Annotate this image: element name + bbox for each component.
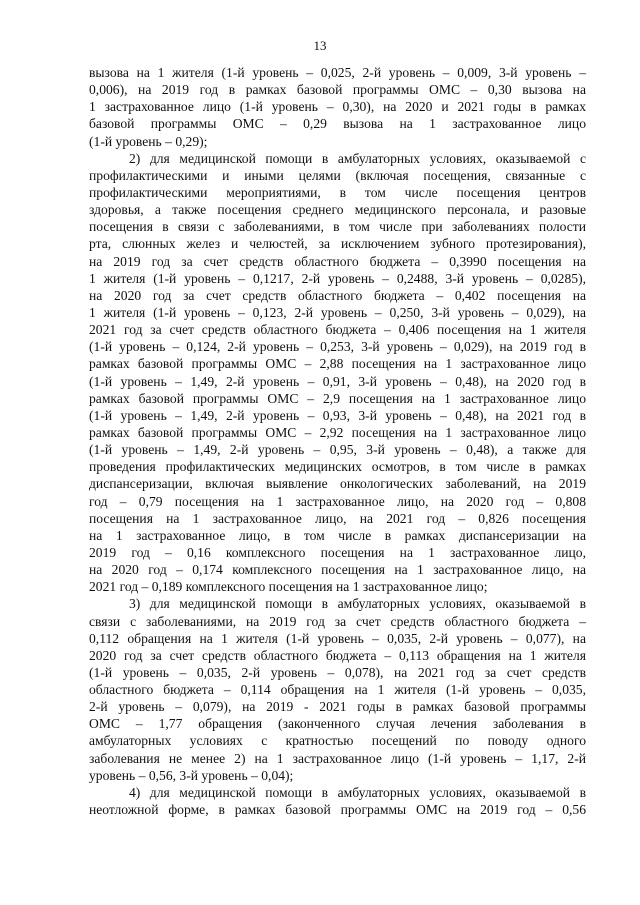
- text-line: рта, слюнных желез и челюстей, за исключением зубного протезирования),: [89, 236, 586, 252]
- text-line: посещения в связи с заболеваниями, в том числе при заболеваниях полости: [89, 219, 586, 235]
- text-line: год – 0,79 посещения на 1 застрахованное лицо, на 2020 год – 0,808: [89, 493, 586, 509]
- text-line: (1-й уровень – 0,29);: [89, 133, 208, 149]
- text-line: (1-й уровень – 1,49, 2-й уровень – 0,95, 3-й уровень – 0,48), а также для: [89, 442, 586, 458]
- page-number: 13: [313, 38, 327, 53]
- text-line: на 2020 год за счет средств областного бюджета – 0,402 посещения на: [89, 287, 586, 303]
- text-line: ОМС – 1,77 обращения (законченного случая лечения заболевания в: [89, 716, 586, 732]
- text-line: на 2020 год – 0,174 комплексного посещения на 1 застрахованное лицо, на: [89, 562, 586, 578]
- text-line: проведения профилактических медицинских осмотров, в том числе в рамках: [89, 459, 586, 475]
- text-line: заболевания не менее 2) на 1 застрахованное лицо (1-й уровень – 1,17, 2-й: [89, 750, 586, 766]
- document-body-text: [89, 64, 586, 818]
- text-line: 0,112 обращения на 1 жителя (1-й уровень – 0,035, 2-й уровень – 0,077), на: [89, 630, 586, 646]
- text-line: 2021 год – 0,189 комплексного посещения на 1 застрахованное лицо;: [89, 579, 488, 595]
- text-line: профилактическими и иными целями (включая посещения, связанные с: [89, 167, 586, 183]
- text-line: (1-й уровень – 1,49, 2-й уровень – 0,93, 3-й уровень – 0,48), на 2021 год в: [89, 407, 586, 423]
- text-line: 4) для медицинской помощи в амбулаторных условиях, оказываемой в: [129, 784, 586, 800]
- text-line: 2-й уровень – 0,079), на 2019 - 2021 годы в рамках базовой программы: [89, 699, 586, 715]
- text-line: уровень – 0,56, 3-й уровень – 0,04);: [89, 767, 294, 783]
- text-line: 2019 год – 0,16 комплексного посещения на 1 застрахованное лицо,: [89, 544, 586, 560]
- text-line: 2021 год за счет средств областного бюджета – 0,406 посещения на 1 жителя: [89, 322, 586, 338]
- text-line: диспансеризации, включая выявление онкологических заболеваний, на 2019: [89, 476, 586, 492]
- text-line: 0,006), на 2019 год в рамках базовой программы ОМС – 0,30 вызова на: [89, 82, 586, 98]
- text-line: 2) для медицинской помощи в амбулаторных условиях, оказываемой с: [129, 150, 586, 166]
- text-line: (1-й уровень – 0,035, 2-й уровень – 0,078), на 2021 год за счет средств: [89, 664, 586, 680]
- text-line: профилактическими мероприятиями, в том числе посещения центров: [89, 184, 586, 200]
- text-line: неотложной форме, в рамках базовой программы ОМС на 2019 год – 0,56: [89, 802, 586, 818]
- text-line: (1-й уровень – 1,49, 2-й уровень – 0,91, 3-й уровень – 0,48), на 2020 год в: [89, 373, 586, 389]
- text-line: базовой программы ОМС – 0,29 вызова на 1 застрахованное лицо: [89, 116, 586, 132]
- text-line: вызова на 1 жителя (1-й уровень – 0,025, 2-й уровень – 0,009, 3-й уровень –: [89, 65, 586, 80]
- text-line: 2020 год за счет средств областного бюджета – 0,113 обращения на 1 жителя: [89, 647, 586, 663]
- text-line: связи с заболеваниями, на 2019 год за счет средств областного бюджета –: [89, 613, 586, 629]
- text-line: на 2019 год за счет средств областного бюджета – 0,3990 посещения на: [89, 253, 586, 269]
- text-line: на 1 застрахованное лицо, в том числе в рамках диспансеризации на: [89, 527, 586, 543]
- text-line: рамках базовой программы ОМС – 2,88 посещения на 1 застрахованное лицо: [89, 356, 586, 372]
- text-line: здоровья, а также посещения среднего медицинского персонала, и разовые: [89, 202, 586, 218]
- text-line: амбулаторных условиях с кратностью посещений по поводу одного: [89, 733, 586, 749]
- text-line: рамках базовой программы ОМС – 2,92 посещения на 1 застрахованное лицо: [89, 424, 586, 440]
- text-line: областного бюджета – 0,114 обращения на 1 жителя (1-й уровень – 0,035,: [89, 682, 586, 698]
- text-line: 1 жителя (1-й уровень – 0,123, 2-й уровень – 0,250, 3-й уровень – 0,029), на: [89, 304, 586, 320]
- text-line: 1 застрахованное лицо (1-й уровень – 0,30), на 2020 и 2021 годы в рамках: [89, 99, 586, 115]
- text-line: посещения на 1 застрахованное лицо, на 2021 год – 0,826 посещения: [89, 510, 586, 526]
- text-line: рамках базовой программы ОМС – 2,9 посещения на 1 застрахованное лицо: [89, 390, 586, 406]
- text-line: 3) для медицинской помощи в амбулаторных условиях, оказываемой в: [129, 596, 586, 612]
- text-line: (1-й уровень – 0,124, 2-й уровень – 0,253, 3-й уровень – 0,029), на 2019 год в: [89, 339, 586, 355]
- text-line: 1 жителя (1-й уровень – 0,1217, 2-й уровень – 0,2488, 3-й уровень – 0,0285),: [89, 270, 586, 286]
